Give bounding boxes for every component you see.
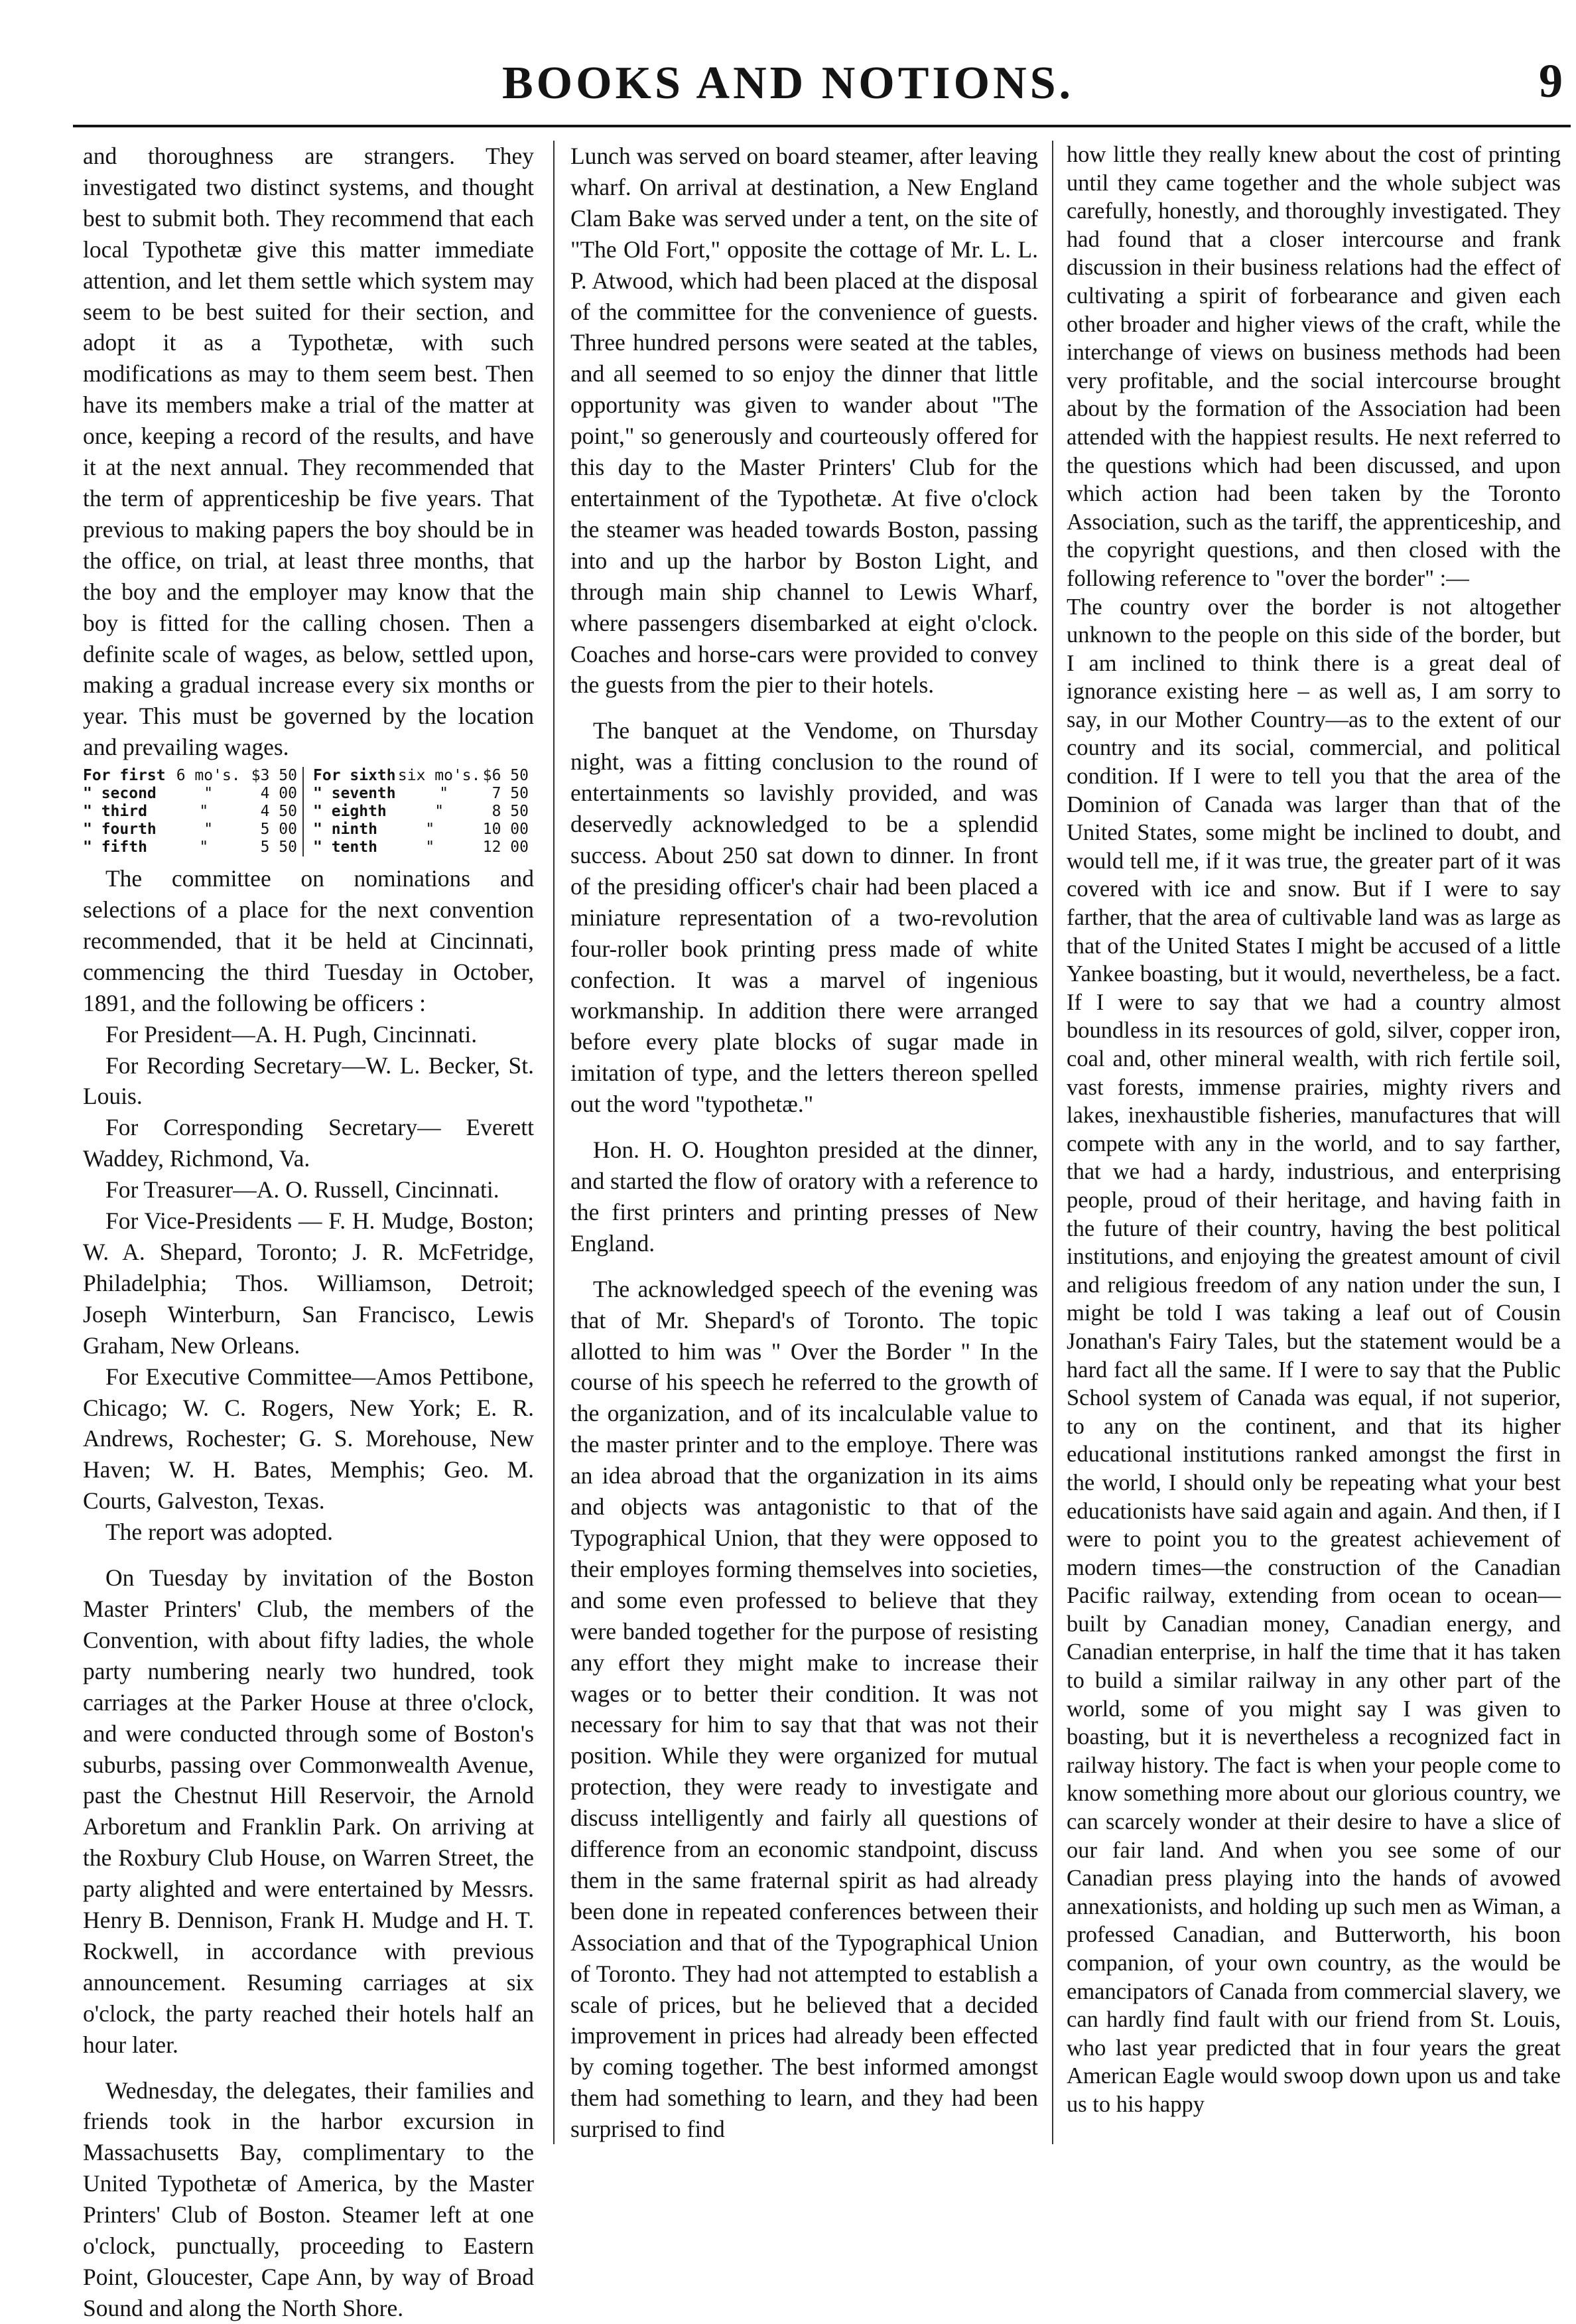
officer-entry: For President—A. H. Pugh, Cincinnati. — [105, 1020, 478, 1048]
wage-row: For sixth six mo's. $6 50 — [313, 767, 529, 785]
column-1 — [83, 141, 534, 2321]
column-2 — [570, 141, 1038, 2151]
wage-row: " ninth " 10 00 — [313, 821, 529, 839]
paragraph: On Tuesday by invitation of the Boston Master Printers' Club, the members of the Convention, with about fifty ladies, the whole party numbering nearly two hundred, took carriages at the Parker House at three o'clock, and were conducted through some of Boston's suburbs, passing over Commonwealth Avenue, past the Chestnut Hill Reservoir, the Arnold Arboretum and Franklin Park. On arriving at the Roxbury Club House, on Warren Street, the party alighted and were entertained by Messrs. Henry B. Dennison, Frank H. Mudge and H. T. Rockwell, in accordance with previous announcement. Resuming carriages at six o'clock, the party reached their hotels half an hour later. — [83, 1564, 534, 2058]
officer-entry: For Treasurer—A. O. Russell, Cincinnati. — [105, 1176, 499, 1203]
wage-row: For first 6 mo's. $3 50 — [83, 767, 297, 785]
officer-entry: For Recording Secretary—W. L. Becker, St. Louis. — [83, 1052, 534, 1110]
column-divider — [1052, 141, 1053, 2144]
paragraph: The banquet at the Vendome, on Thursday night, was a fitting conclusion to the round of entertainments so lavishly provided, and was deservedly acknowledged to be a splendid success. About 250 sat down to dinner. In front of the presiding officer's chair had been placed a miniature representation of a two-revolution four-roller book printing press made of white confection. It was a marvel of ingenious workmanship. In addition there were arranged before every plate blocks of sugar made in imitation of type, and the letters thereon spelled out the word "typothetæ." — [570, 717, 1038, 1118]
wage-row: " eighth " 8 50 — [313, 803, 529, 821]
wage-row: " fifth " 5 50 — [83, 839, 297, 856]
paragraph: The report was adopted. — [105, 1519, 334, 1546]
wage-row: " tenth " 12 00 — [313, 839, 529, 856]
page-number: 9 — [1539, 54, 1563, 107]
paragraph: and thoroughness are strangers. They investigated two distinct systems, and thought best to submit both. They recommend that each local Typothetæ give this matter immediate attention, and let them settle which system may seem to be best suited for their section, and adopt it as a Typothetæ, with such modifications as may to them seem best. Then have its members make a trial of the matter at once, keeping a record of the results, and have it at the next annual. They recommended that the term of apprenticeship be five years. That previous to making papers the boy should be in the office, on trial, at least three months, that the boy and the employer may know that the boy is fitted for the calling chosen. Then a definite scale of wages, as below, settled upon, making a gradual increase every six months or year. This must be governed by the location and prevailing wages. — [83, 143, 534, 761]
wage-scale-left — [83, 767, 304, 856]
paragraph: Hon. H. O. Houghton presided at the dinner, and started the flow of oratory with a reference to the first printers and printing presses of New England. — [570, 1136, 1038, 1257]
header-rule — [73, 125, 1571, 127]
paragraph: The committee on nominations and selections of a place for the next convention recommended, that it be held at Cincinnati, commencing the third Tuesday in October, 1891, and the following be officers : — [83, 865, 534, 1016]
paragraph: how little they really knew about the cost of printing until they came together and the whole subject was carefully, honestly, and thoroughly investigated. They had found that a closer intercourse and frank discussion in their business relations had the effect of cultivating a spirit of forbearance and given each other broader and higher views of the craft, while the interchange of views on business methods had been very profitable, and the social intercourse brought about by the formation of the Association had been attended with the happiest results. He next referred to the questions which had been discussed, and upon which action had been taken by the Toronto Association, such as the tariff, the apprenticeship, and the copyright questions, and then closed with the following reference to "over the border" :— — [1067, 142, 1561, 591]
officer-entry: For Vice-Presidents — F. H. Mudge, Boston; W. A. Shepard, Toronto; J. R. McFetridge, Philadelphia; Thos. Williamson, Detroit; Joseph Winterburn, San Francisco, Lewis Graham, New Orleans. — [83, 1207, 534, 1359]
quoted-speech: The country over the border is not altogether unknown to the people on this side of the border, but I am inclined to think there is a great deal of ignorance existing here – as well as, I am sorry to say, in our Mother Country—as to the extent of our country and its social, commercial, and political condition. If I were to tell you that the area of the Dominion of Canada was larger than that of the United States, some might be inclined to doubt, and would tell me, if it was true, the greater part of it was covered with ice and snow. But if I were to say farther, that the area of cultivable land was as large as that of the United States I might be accused of a little Yankee boasting, but it would, nevertheless, be a fact. If I were to say that we had a country almost boundless in its resources of gold, silver, copper iron, coal and, other mineral wealth, with rich fertile soil, vast forests, immense prairies, mighty rivers and lakes, inexhaustible fisheries, manufactures that will compete with any in the world, and to say farther, that we had a hardy, industrious, and enterprising people, proud of their heritage, and having faith in the future of their country, having the best political institutions, and enjoying the greatest amount of civil and religious freedom of any nation under the sun, I might be told I was taking a leaf out of Cousin Jonathan's Fairy Tales, but the statement would be a hard fact all the same. If I were to say that the Public School system of Canada was equal, if not superior, to any on the continent, and that its higher educational institutions ranked amongst the first in the world, I should only be repeating what your best educationists have said again and again. And then, if I were to point you to the greatest achievement of modern times—the construction of the Canadian Pacific railway, extending from ocean to ocean—built by Canadian money, Canadian energy, and Canadian enterprise, in half the time that it has taken to build a similar railway in any other part of the world, some of you might say I was given to boasting, but it is nevertheless a recognized fact in railway history. The fact is when your people come to know something more about our glorious country, we can scarcely wonder at their desire to have a slice of our fair land. And when you see some of our Canadian press playing into the hands of avowed annexationists, and holding up such men as Wiman, a professed Canadian, and Butterworth, his boon companion, of your own country, as the would be emancipators of Canada from commercial slavery, we can hardly find fault with our friend from St. Louis, who last year predicted that in four years the great American Eagle would swoop down upon us and take us to his happy — [1067, 594, 1561, 2117]
wage-scale-right — [313, 767, 534, 856]
wage-scale-table — [83, 767, 534, 856]
paragraph: Lunch was served on board steamer, after leaving wharf. On arrival at destination, a New England Clam Bake was served under a tent, on the site of "The Old Fort," opposite the cottage of Mr. L. L. P. Atwood, which had been placed at the disposal of the committee for the convenience of guests. Three hundred persons were seated at the tables, and all seemed to so enjoy the dinner that little opportunity was given to wander about "The point," so generously and courteously offered for this day to the Master Printers' Club for the entertainment of the Typothetæ. At five o'clock the steamer was headed towards Boston, passing into and up the harbor by Boston Light, and through main ship channel to Lewis Wharf, where passengers disembarked at eight o'clock. Coaches and horse-cars were provided to convey the guests from the pier to their hotels. — [570, 143, 1038, 699]
officer-entry: For Corresponding Secretary— Everett Waddey, Richmond, Va. — [83, 1114, 534, 1172]
wage-row: " third " 4 50 — [83, 803, 297, 821]
wage-row: " seventh " 7 50 — [313, 785, 529, 803]
wage-row: " fourth " 5 00 — [83, 821, 297, 839]
column-3 — [1067, 141, 1561, 2151]
officer-entry: For Executive Committee—Amos Pettibone, Chicago; W. C. Rogers, New York; E. R. Andrews, Rochester; G. S. Morehouse, New Haven; W. H. Bates, Memphis; Geo. M. Courts, Galveston, Texas. — [83, 1363, 534, 1515]
publication-title: BOOKS AND NOTIONS. — [501, 58, 1075, 109]
paragraph: The acknowledged speech of the evening was that of Mr. Shepard's of Toronto. The topic allotted to him was " Over the Border " In the course of his speech he referred to the growth of the organization, and of its incalculable value to the master printer and to the employe. There was an idea abroad that the organization in its aims and objects was antagonistic to that of the Typographical Union, that they were opposed to their employes forming themselves into societies, and some even professed to believe that they were banded together for the purpose of resisting any effort they might make to increase their wages or to better their condition. It was not necessary for him to say that that was not their position. While they were organized for mutual protection, they were ready to investigate and discuss intelligently and fairly all questions of difference from an economic standpoint, discuss them in the same fraternal spirit as had already been done in repeated conferences between their Association and that of the Typographical Union of Toronto. They had not attempted to establish a scale of prices, but he believed that a decided improvement in prices had already been effected by coming together. The best informed amongst them had something to learn, and they had been surprised to find — [570, 1275, 1038, 2143]
paragraph: Wednesday, the delegates, their families and friends took in the harbor excursion in Massachusetts Bay, complimentary to the United Typothetæ of America, by the Master Printers' Club of Boston. Steamer left at one o'clock, punctually, proceeding to Eastern Point, Gloucester, Cape Ann, by way of Broad Sound and along the North Shore. — [83, 2077, 534, 2321]
masthead — [0, 0, 1576, 133]
wage-row: " second " 4 00 — [83, 785, 297, 803]
column-divider — [553, 141, 555, 2144]
